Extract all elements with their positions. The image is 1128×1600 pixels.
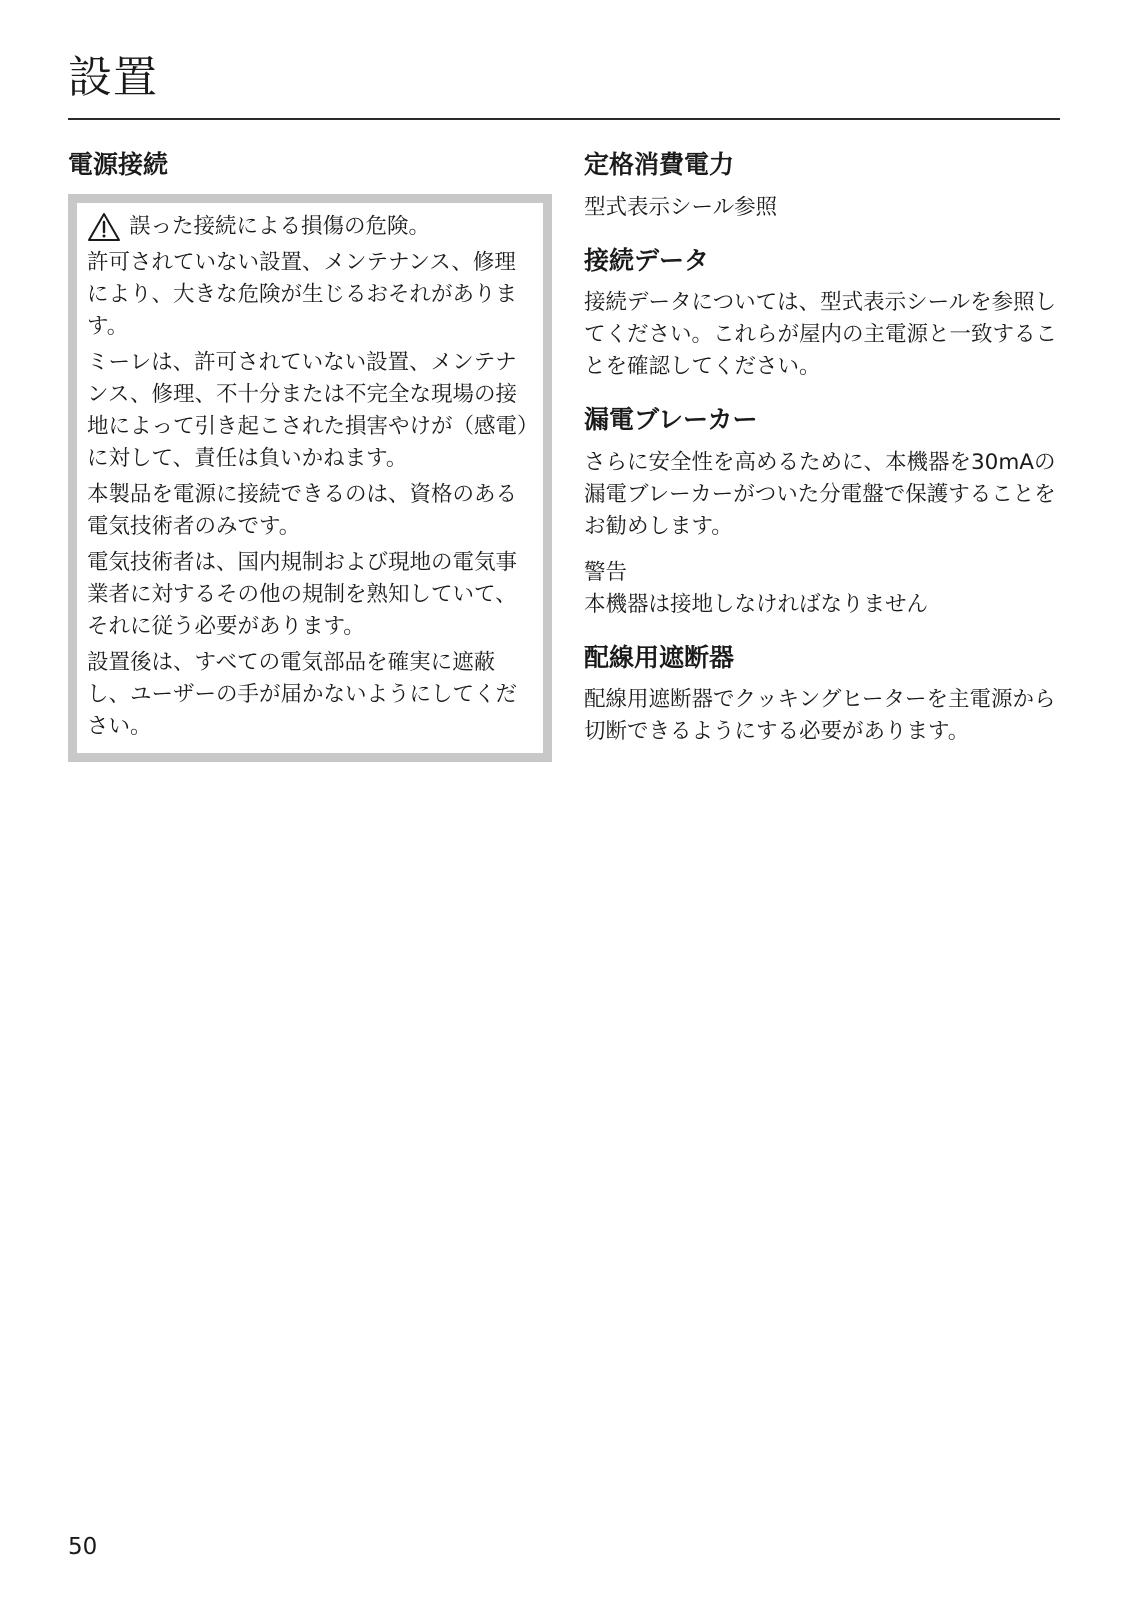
section-text: 配線用遮断器でクッキングヒーターを主電源から切断できるようにする必要があります。 bbox=[584, 687, 1056, 744]
title-divider bbox=[68, 118, 1060, 120]
warning-paragraph: 許可されていない設置、メンテナンス、修理により、大きな危険が生じるおそれがあります。 bbox=[87, 249, 518, 339]
section-rated-power bbox=[584, 146, 1068, 224]
warning-paragraph: 電気技術者は、国内規制および現地の電気事業者に対するその他の規制を熟知していて、それに従う必要があります。 bbox=[87, 549, 518, 639]
section-heading: 定格消費電力 bbox=[584, 150, 735, 179]
warning-triangle-icon bbox=[87, 212, 121, 242]
section-text: 型式表示シール参照 bbox=[584, 194, 778, 220]
caution-label: 警告 bbox=[584, 559, 628, 585]
right-column bbox=[584, 146, 1068, 766]
power-connection-heading: 電源接続 bbox=[68, 150, 169, 179]
warning-box bbox=[68, 194, 552, 762]
page-title: 設置 bbox=[68, 52, 158, 103]
section-heading: 接続データ bbox=[584, 245, 710, 275]
page-number: 50 bbox=[68, 1534, 98, 1560]
warning-paragraph: 本製品を電源に接続できるのは、資格のある電気技術者のみです。 bbox=[87, 481, 518, 539]
section-circuit-breaker bbox=[584, 639, 1068, 749]
section-text: さらに安全性を高めるために、本機器を30mAの漏電ブレーカーがついた分電盤で保護することをお勧めします。 bbox=[584, 449, 1056, 539]
warning-paragraph: 設置後は、すべての電気部品を確実に遮蔽し、ユーザーの手が届かないようにしてください。 bbox=[87, 649, 518, 739]
section-heading: 配線用遮断器 bbox=[584, 642, 735, 672]
warning-headline-row bbox=[87, 211, 529, 243]
warning-paragraph: ミーレは、許可されていない設置、メンテナンス、修理、不十分または不完全な現場の接地によって引き起こされた損害やけが（感電）に対して、責任は負いかねます。 bbox=[87, 349, 528, 471]
caution-text: 本機器は接地しなければなりません bbox=[584, 591, 929, 617]
warning-headline: 誤った接続による損傷の危険。 bbox=[129, 213, 431, 239]
section-text: 接続データについては、型式表示シールを参照してください。これらが屋内の主電源と一致することを確認してください。 bbox=[584, 290, 1058, 379]
section-heading: 漏電ブレーカー bbox=[584, 405, 758, 434]
section-connection-data bbox=[584, 242, 1068, 384]
section-leakage-breaker bbox=[584, 401, 1068, 621]
left-column bbox=[68, 146, 552, 762]
